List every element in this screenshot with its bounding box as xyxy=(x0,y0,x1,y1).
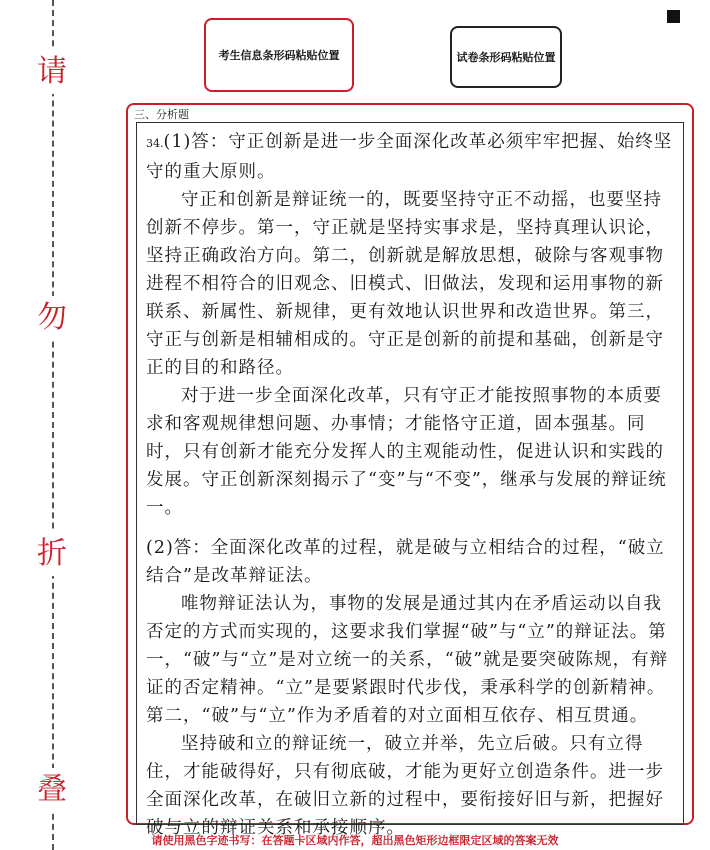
part2-paragraph: 坚持破和立的辩证统一，破立并举，先立后破。只有立得住，才能破得好，只有彻底破，才能为更好立创造条件。进一步全面深化改革，在破旧立新的过程中，要衔接好旧与新，把握好破与立的辩证关系和承接顺序。 xyxy=(146,734,664,838)
fold-dashed-line xyxy=(52,0,54,850)
fold-warning-char: 叠 xyxy=(34,768,70,812)
part1-paragraph: 守正和创新是辩证统一的，既要坚持守正不动摇，也要坚持创新不停步。第一，守正就是坚持实事求是，坚持真理认识论，坚持正确政治方向。第二，创新就是解放思想，破除与客观事物进程不相符合的旧观念、旧模式、旧做法，发现和运用事物的新联系、新属性、新规律，更有效地认识世界和改造世界。第三，守正与创新是相辅相成的。守正是创新的前提和基础，创新是守正的目的和路径。 xyxy=(146,190,664,378)
part2-paragraph: 唯物辩证法认为，事物的发展是通过其内在矛盾运动以自我否定的方式而实现的，这要求我们掌握“破”与“立”的辩证法。第一，“破”与“立”是对立统一的关系，“破”就是要突破陈规，有辩证的否定精神。“立”是要紧跟时代步伐，秉承科学的创新精神。第二，“破”与“立”作为矛盾着的对立面相互依存、相互贯通。 xyxy=(146,594,669,726)
student-barcode-label: 考生信息条形码粘贴位置 xyxy=(218,49,340,62)
alignment-mark xyxy=(667,10,680,23)
paper-barcode-box xyxy=(450,26,562,88)
part2-heading: (2)答：全面深化改革的过程，就是破与立相结合的过程，“破立结合”是改革辩证法。 xyxy=(146,538,665,586)
part1-heading: (1)答：守正创新是进一步全面深化改革必须牢牢把握、始终坚守的重大原则。 xyxy=(146,132,673,182)
fold-warning-char: 勿 xyxy=(34,296,70,340)
question-number: 34. xyxy=(146,137,164,150)
fold-warning-char: 请 xyxy=(34,50,70,94)
part1-heading-line xyxy=(146,128,674,186)
part1-paragraph: 对于进一步全面深化改革，只有守正才能按照事物的本质要求和客观规律想问题、办事情；才能恪守正道，固本强基。同时，只有创新才能充分发挥人的主观能动性，促进认识和实践的发展。守正创新深刻揭示了“变”与“不变”，继承与发展的辩证统一。 xyxy=(146,386,667,518)
section-title: 三、分析题 xyxy=(134,108,189,121)
paper-barcode-label: 试卷条形码粘贴位置 xyxy=(456,51,556,64)
fold-warning-char: 折 xyxy=(34,532,70,576)
handwritten-answer xyxy=(146,128,674,842)
student-barcode-box xyxy=(204,18,354,92)
footer-instruction: 请使用黑色字迹书写：在答题卡区域内作答，超出黑色矩形边框限定区域的答案无效 xyxy=(151,834,559,847)
